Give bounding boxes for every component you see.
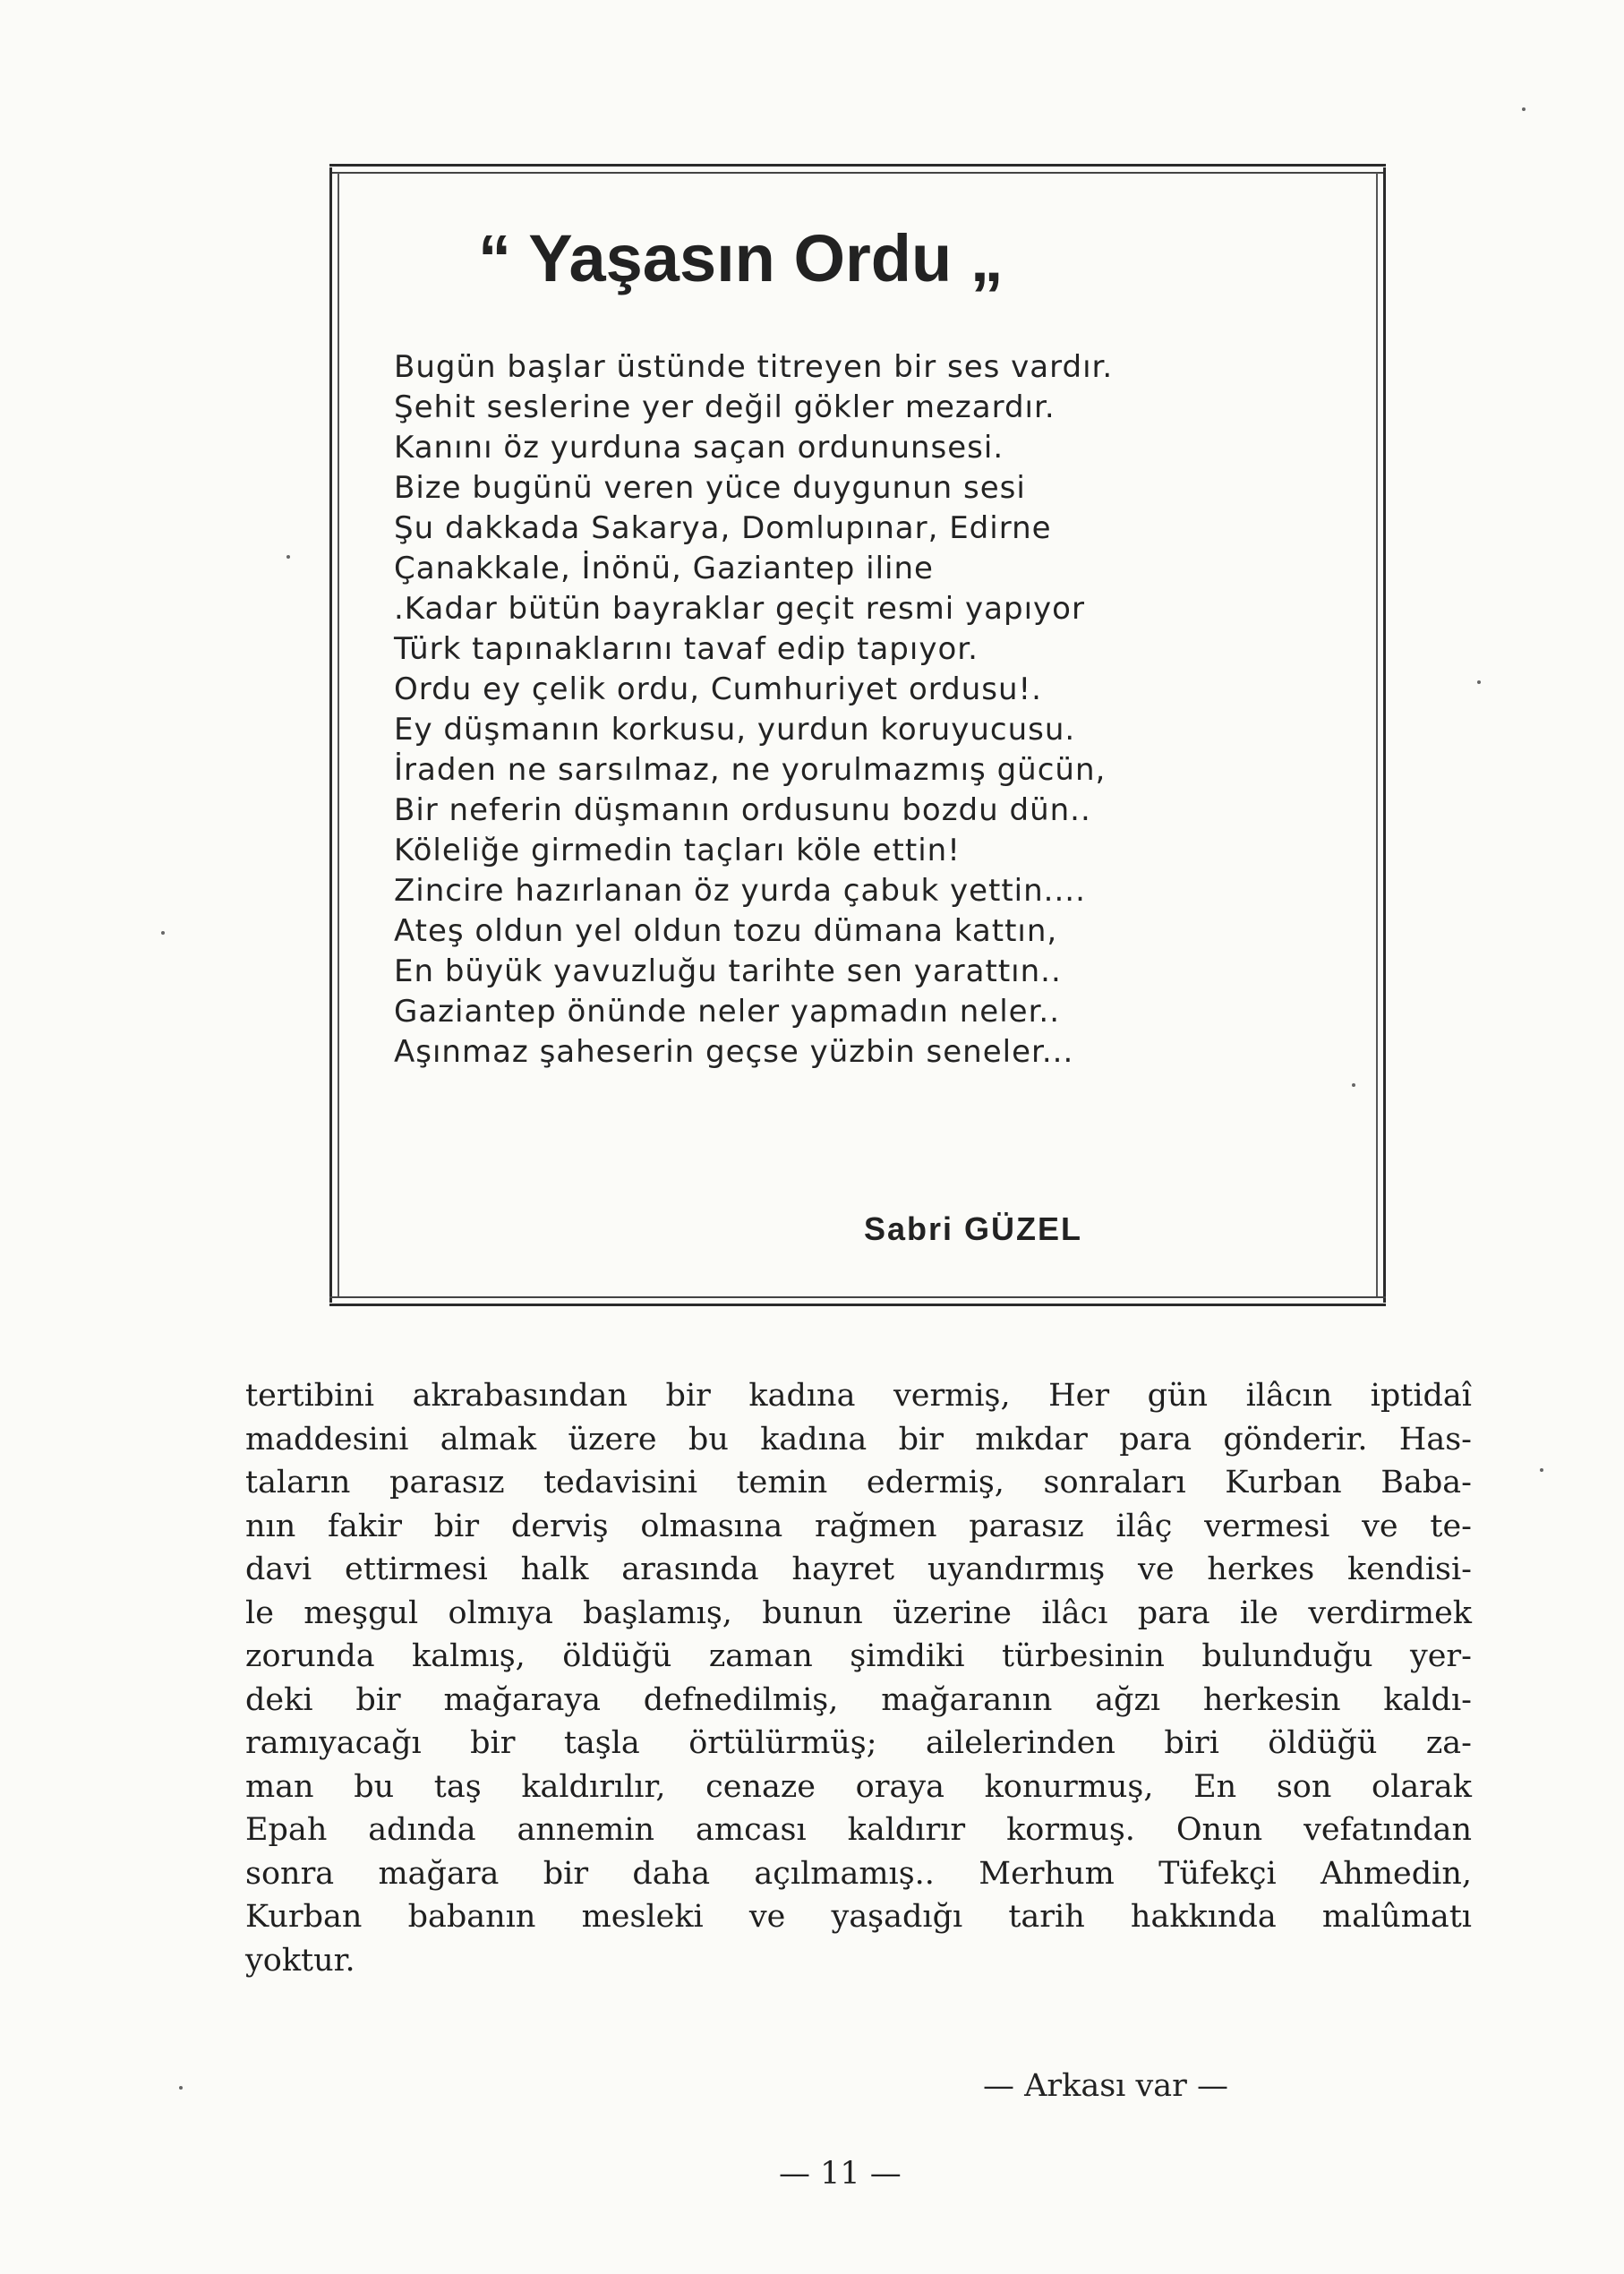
prose-line: Kurban babanın mesleki ve yaşadığı tarih hakkında malûmatı: [245, 1899, 1472, 1935]
prose-line: deki bir mağaraya defnedilmiş, mağaranın ağzı herkesin kaldı-: [245, 1681, 1472, 1718]
prose-line: sonra mağara bir daha açılmamış.. Merhum Tüfekçi Ahmedin,: [245, 1855, 1472, 1892]
scan-speck: [286, 555, 290, 559]
poem-line: Şu dakkada Sakarya, Domlupınar, Edirne: [394, 510, 1052, 546]
box-border-top-inner: [329, 172, 1386, 174]
poem-title: “ Yaşasın Ordu „: [478, 221, 1004, 295]
poem-line: En büyük yavuzluğu tarihte sen yarattın..: [394, 953, 1062, 989]
poem-line: Kanını öz yurduna saçan ordununsesi.: [394, 430, 1004, 466]
scan-speck: [1352, 1083, 1355, 1087]
scan-speck: [1540, 1468, 1543, 1472]
box-border-right: [1383, 167, 1386, 1303]
poem-line: Bugün başlar üstünde titreyen bir ses vardır.: [394, 349, 1114, 385]
poem-verses: [394, 347, 1113, 1073]
prose-line: nın fakir bir derviş olmasına rağmen parasız ilâç vermesi ve te-: [245, 1508, 1472, 1544]
poem-line: Aşınmaz şaheserin geçse yüzbin seneler...: [394, 1034, 1074, 1070]
poem-line: Ordu ey çelik ordu, Cumhuriyet ordusu!.: [394, 671, 1042, 707]
poem-line: Köleliğe girmedin taçları köle ettin!: [394, 833, 961, 868]
poem-box: [329, 164, 1386, 1306]
scan-speck: [161, 931, 165, 935]
scan-speck: [1477, 680, 1481, 684]
prose-line: tertibini akrabasından bir kadına vermiş, Her gün ilâcın iptidaî: [245, 1378, 1472, 1414]
box-border-right-inner: [1376, 173, 1378, 1297]
prose-line: man bu taş kaldırılır, cenaze oraya konurmuş, En son olarak: [245, 1768, 1472, 1805]
scan-speck: [1522, 107, 1526, 111]
page-number: — 11 —: [779, 2156, 902, 2192]
poem-line: Gaziantep önünde neler yapmadın neler..: [394, 994, 1061, 1030]
poem-author: Sabri GÜZEL: [864, 1210, 1083, 1247]
prose-line: zorunda kalmış, öldüğü zaman şimdiki türbesinin bulunduğu yer-: [245, 1638, 1472, 1674]
poem-line: Şehit seslerine yer değil gökler mezardır.: [394, 389, 1056, 425]
poem-line: İraden ne sarsılmaz, ne yorulmazmış gücün,: [394, 752, 1107, 788]
poem-line: Bir neferin düşmanın ordusunu bozdu dün..: [394, 792, 1091, 828]
poem-line: Ateş oldun yel oldun tozu dümana kattın,: [394, 913, 1058, 949]
box-border-left: [329, 167, 332, 1303]
prose-line: maddesini almak üzere bu kadına bir mıkdar para gönderir. Has-: [245, 1421, 1472, 1458]
prose-line: Epah adında annemin amcası kaldırır kormuş. Onun vefatından: [245, 1812, 1472, 1848]
box-border-bottom: [329, 1304, 1386, 1306]
poem-line: Zincire hazırlanan öz yurda çabuk yettin....: [394, 873, 1086, 909]
prose-line: davi ettirmesi halk arasında hayret uyandırmış ve herkes kendisi-: [245, 1552, 1472, 1587]
prose-paragraph: [245, 1374, 1472, 1982]
scan-speck: [179, 2086, 183, 2090]
prose-line: ramıyacağı bir taşla örtülürmüş; ailelerinden biri öldüğü za-: [245, 1725, 1472, 1761]
poem-line: .Kadar bütün bayraklar geçit resmi yapıyor: [394, 591, 1085, 627]
prose-line: le meşgul olmıya başlamış, bunun üzerine ilâcı para ile verdirmek: [245, 1594, 1472, 1631]
prose-line: yoktur.: [245, 1942, 355, 1979]
box-border-bottom-inner: [329, 1296, 1386, 1298]
box-border-top: [329, 164, 1386, 167]
prose-line: taların parasız tedavisini temin edermiş, sonraları Kurban Baba-: [245, 1465, 1472, 1500]
poem-line: Çanakkale, İnönü, Gaziantep iline: [394, 551, 934, 586]
continued-note: — Arkası var —: [983, 2068, 1228, 2104]
poem-line: Ey düşmanın korkusu, yurdun koruyucusu.: [394, 712, 1076, 748]
poem-line: Bize bugünü veren yüce duygunun sesi: [394, 470, 1026, 506]
box-border-left-inner: [338, 173, 339, 1297]
poem-line: Türk tapınaklarını tavaf edip tapıyor.: [394, 631, 979, 667]
